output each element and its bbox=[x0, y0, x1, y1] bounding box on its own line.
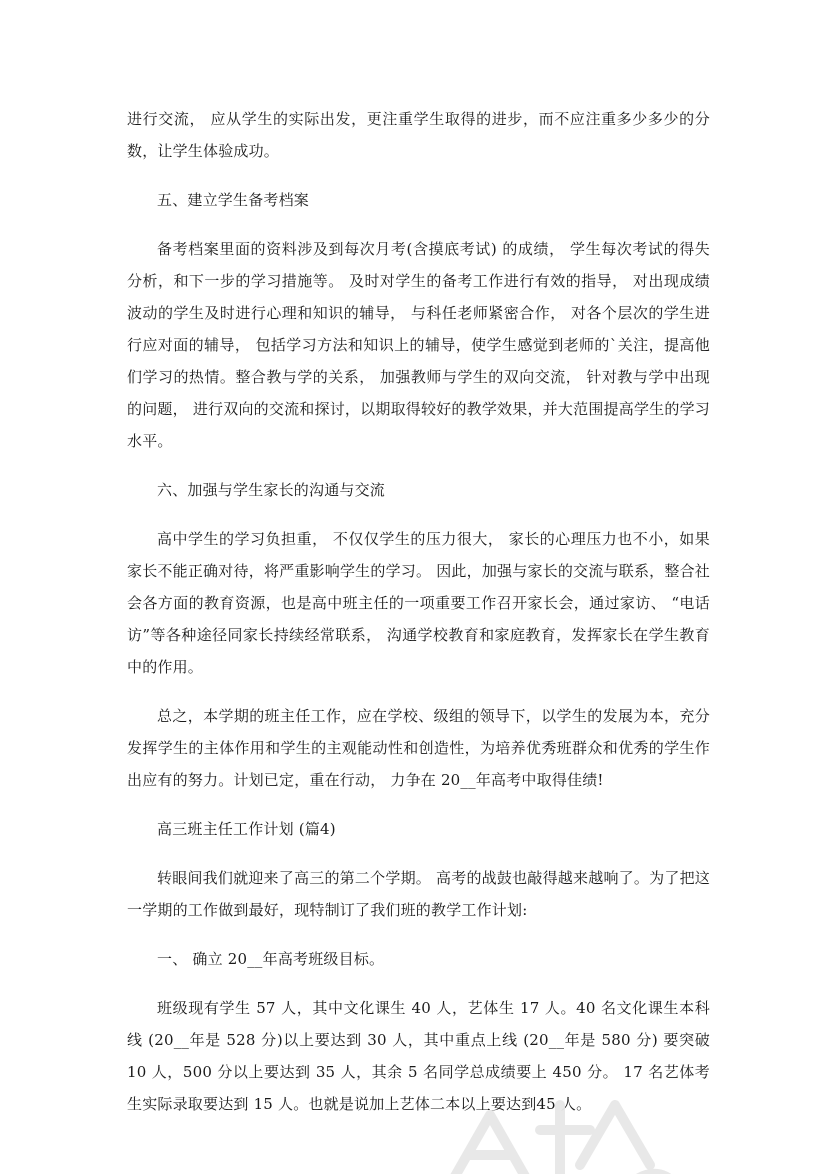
paragraph-continuation: 进行交流， 应从学生的实际出发，更注重学生取得的进步，而不应注重多少多少的分数，让学生体验成功。 bbox=[127, 110, 710, 160]
paragraph-parents: 高中学生的学习负担重， 不仅仅学生的压力很大， 家长的心理压力也不小，如果家长不能正确对待，将严重影响学生的学习。 因此，加强与家长的交流与联系，整合社会各方面的教育资源，也是高中班主任的一项重要工作召开家长会，通过家访、 “电话访”等各种途径同家长持续经常联系， 沟通学校教育和家庭教育，发挥家长在学生教育中的作用。 bbox=[127, 530, 710, 676]
document-body bbox=[127, 103, 710, 1120]
paragraph-targets: 班级现有学生 57 人，其中文化课生 40 人，艺体生 17 人。40 名文化课生本科线 (20__年是 528 分)以上要达到 30 人，其中重点上线 (20__年是 580 分) 要突破 10 人，500 分以上要达到 35 人，其余 5 名同学总成绩要上 450 分。 17 名艺体考生实际录取要达到 15 人。也就是说加上艺体二本以上要达到45 人。 bbox=[127, 999, 710, 1113]
section-heading-5: 五、建立学生备考档案 bbox=[157, 191, 310, 209]
article-title: 高三班主任工作计划 (篇4) bbox=[157, 820, 336, 838]
section-heading-1: 一、 确立 20__年高考班级目标。 bbox=[157, 950, 385, 968]
paragraph-conclusion: 总之，本学期的班主任工作，应在学校、级组的领导下，以学生的发展为本，充分发挥学生的主体作用和学生的主观能动性和创造性，为培养优秀班群众和优秀的学生作出应有的努力。计划已定，重在行动， 力争在 20__年高考中取得佳绩! bbox=[127, 707, 710, 789]
section-heading-6: 六、加强与学生家长的沟通与交流 bbox=[157, 481, 386, 499]
paragraph-intro: 转眼间我们就迎来了高三的第二个学期。 高考的战鼓也敲得越来越响了。为了把这一学期的工作做到最好，现特制订了我们班的教学工作计划: bbox=[127, 869, 710, 919]
paragraph-archive: 备考档案里面的资料涉及到每次月考(含摸底考试) 的成绩， 学生每次考试的得失分析，和下一步的学习措施等。 及时对学生的备考工作进行有效的指导， 对出现成绩波动的学生及时进行心理和知识的辅导， 与科任老师紧密合作， 对各个层次的学生进行应对面的辅导， 包括学习方法和知识上的辅导，使学生感觉到老师的`关注，提高他们学习的热情。整合教与学的关系， 加强教师与学生的双向交流， 针对教与学中出现的问题， 进行双向的交流和探讨，以期取得较好的教学效果，并大范围提高学生的学习水平。 bbox=[127, 240, 710, 450]
